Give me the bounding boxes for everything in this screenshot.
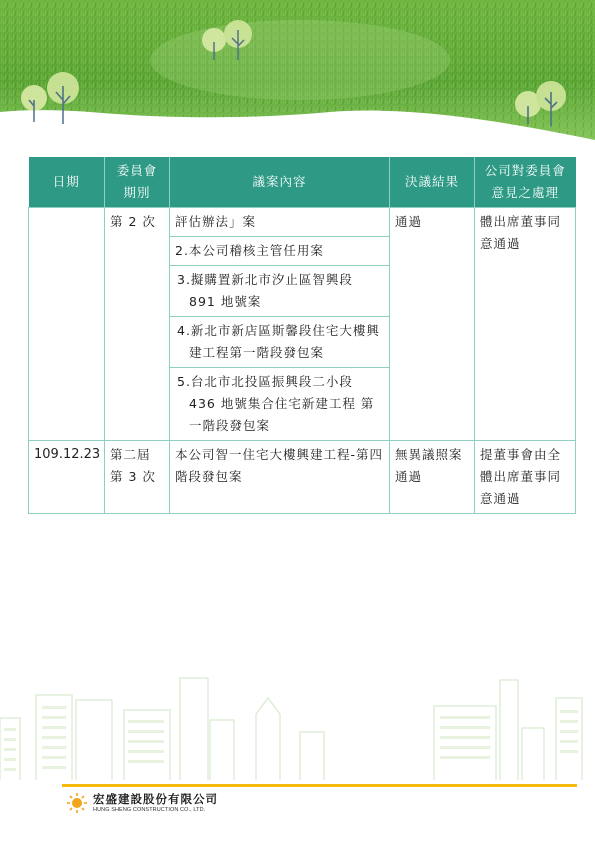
row2-session-line2: 第 3 次	[110, 469, 156, 484]
row1-item-2: 2.本公司稽核主管任用案	[170, 237, 390, 266]
row1-item-1: 評估辦法」案	[170, 208, 390, 237]
header-session	[105, 157, 170, 208]
footer-gold-rule	[62, 784, 577, 787]
header-handling	[475, 157, 576, 208]
company-name-cn: 宏盛建設股份有限公司	[93, 792, 218, 806]
row2-date: 109.12.23	[29, 441, 105, 514]
row2-result-line2: 通過	[395, 469, 423, 484]
header-content: 議案內容	[170, 157, 390, 208]
board-resolution-table	[28, 157, 576, 514]
header-date: 日期	[29, 157, 105, 208]
company-name-en: HUNG SHENG CONSTRUCTION CO., LTD.	[93, 807, 206, 813]
row1-session: 第 2 次	[105, 208, 170, 441]
company-emblem-icon	[66, 792, 88, 814]
row1-result: 通過	[390, 208, 475, 441]
row2-content: 本公司智一住宅大樓興建工程-第四階段發包案	[170, 441, 390, 514]
header-session-line1: 委員會	[116, 163, 158, 178]
header-session-line2: 期別	[123, 185, 151, 200]
row2-result	[390, 441, 475, 514]
header-result: 決議結果	[390, 157, 475, 208]
row2-result-line1: 無異議照案	[395, 447, 463, 462]
row1-date	[29, 208, 105, 441]
row1-item-4: 4.新北市新店區斯馨段住宅大樓興建工程第一階段發包案	[170, 317, 390, 368]
row2-handling: 提董事會由全體出席董事同意通過	[475, 441, 576, 514]
header-handling-line2: 意見之處理	[491, 185, 559, 200]
table-row	[29, 208, 576, 237]
grass-banner	[0, 0, 595, 150]
row1-item-3: 3.擬購置新北市汐止區智興段 891 地號案	[170, 266, 390, 317]
row2-session	[105, 441, 170, 514]
row1-item-5: 5.台北市北投區振興段二小段 436 地號集合住宅新建工程 第一階段發包案	[170, 368, 390, 441]
row2-session-line1: 第二屆	[110, 447, 151, 462]
table-row	[29, 441, 576, 514]
company-logo	[66, 791, 226, 821]
header-handling-line1: 公司對委員會	[484, 163, 566, 178]
row1-handling: 體出席董事同意通過	[475, 208, 576, 441]
table-header-row	[29, 157, 576, 208]
